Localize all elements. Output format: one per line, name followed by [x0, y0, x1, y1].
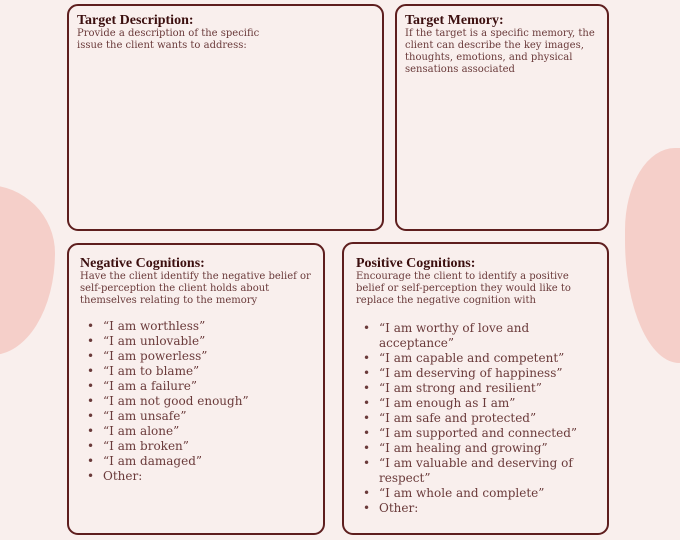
target-memory-title: Target Memory:	[405, 13, 504, 28]
target-description-text: Provide a description of the specific issue the client wants to address:	[77, 28, 260, 51]
list-item: • “I am worthy of love and acceptance”	[370, 321, 539, 351]
list-item: • “I am supported and connected”	[370, 426, 595, 441]
negative-cognitions-list	[80, 319, 312, 484]
list-item: • “I am healing and growing”	[370, 441, 595, 456]
list-item: • “I am not good enough”	[94, 394, 312, 409]
negative-cognitions-text: Have the client identify the negative belief or self-perception the client holds about themselves relating to the memory	[80, 271, 311, 306]
positive-cognitions-list	[356, 321, 595, 516]
positive-cognitions-box[interactable]	[342, 242, 609, 535]
list-item: • “I am powerless”	[94, 349, 312, 364]
list-item: • “I am strong and resilient”	[370, 381, 595, 396]
list-item-other: • Other:	[94, 469, 312, 484]
target-description-title: Target Description:	[77, 13, 194, 28]
decorative-blob-left	[0, 185, 55, 355]
list-item: • “I am deserving of happiness”	[370, 366, 595, 381]
list-item: • “I am safe and protected”	[370, 411, 595, 426]
list-item: • “I am enough as I am”	[370, 396, 595, 411]
list-item: • “I am unlovable”	[94, 334, 312, 349]
negative-cognitions-box[interactable]	[67, 243, 325, 535]
target-memory-text: If the target is a specific memory, the client can describe the key images, thoughts, emotions, and physical sensations associated	[405, 28, 595, 75]
target-description-box[interactable]	[67, 4, 384, 231]
negative-cognitions-title: Negative Cognitions:	[80, 256, 205, 271]
list-item: • “I am whole and complete”	[370, 486, 595, 501]
positive-cognitions-text: Encourage the client to identify a positive belief or self-perception they would like to replace the negative cognition with	[356, 271, 571, 306]
list-item: • “I am valuable and deserving of respect”	[370, 456, 574, 486]
list-item: • “I am unsafe”	[94, 409, 312, 424]
list-item: • “I am worthless”	[94, 319, 312, 334]
target-memory-box[interactable]	[395, 4, 609, 231]
list-item: • “I am a failure”	[94, 379, 312, 394]
list-item: • “I am broken”	[94, 439, 312, 454]
list-item-other: • Other:	[370, 501, 595, 516]
list-item: • “I am to blame”	[94, 364, 312, 379]
positive-cognitions-title: Positive Cognitions:	[356, 256, 476, 271]
list-item: • “I am damaged”	[94, 454, 312, 469]
list-item: • “I am capable and competent”	[370, 351, 595, 366]
decorative-blob-right	[625, 148, 680, 363]
list-item: • “I am alone”	[94, 424, 312, 439]
